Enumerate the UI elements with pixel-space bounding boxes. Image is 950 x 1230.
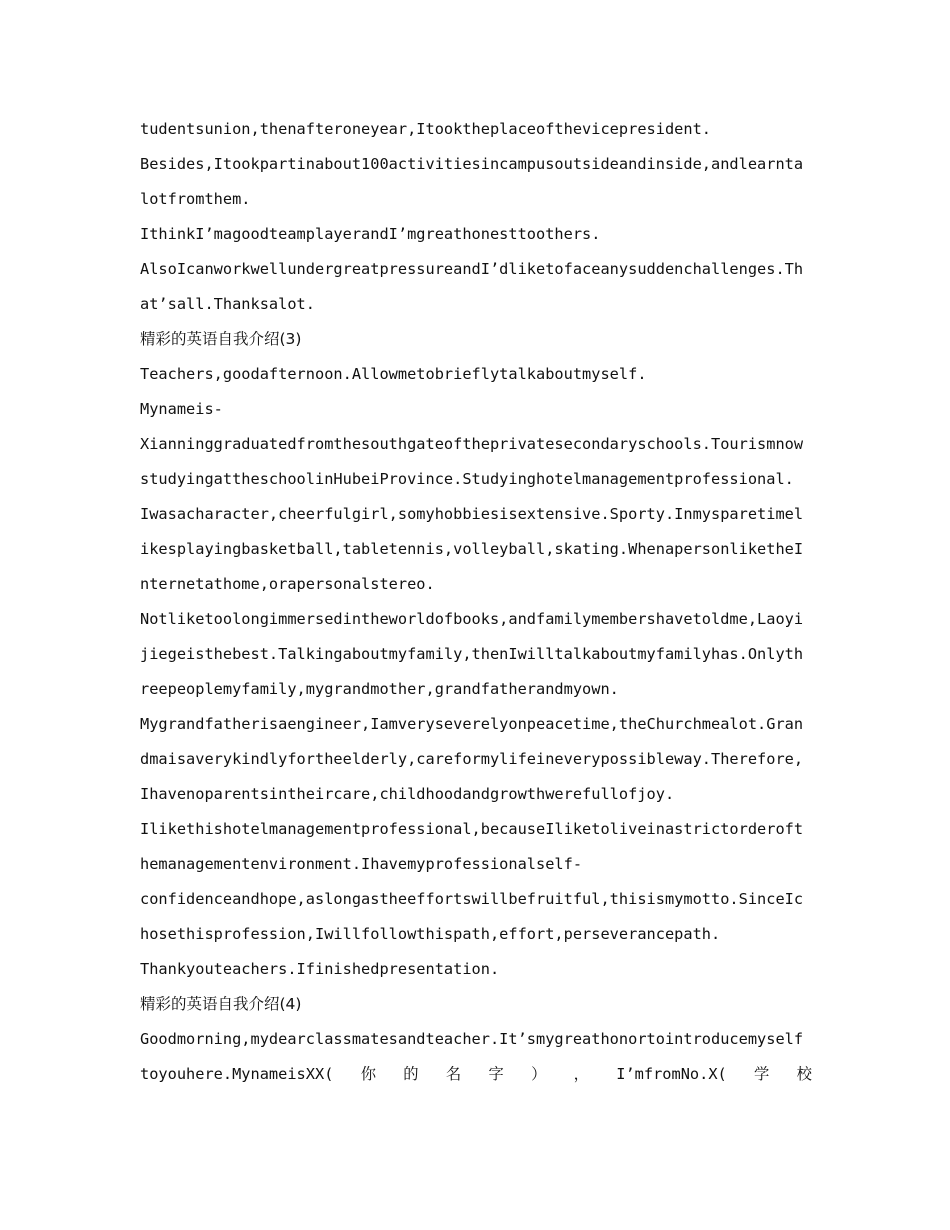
justified-text-line	[140, 1062, 812, 1086]
text-line: reepeoplemyfamily,mygrandmother,grandfatherandmyown.	[140, 680, 619, 698]
text-line: Xianninggraduatedfromthesouthgateoftheprivatesecondaryschools.Tourismnow	[140, 435, 804, 453]
text-line: AlsoIcanworkwellundergreatpressureandI’dliketofaceanysuddenchallenges.Th	[140, 260, 804, 278]
text-line: Besides,Itookpartinabout100activitiesincampusoutsideandinside,andlearnta	[140, 155, 804, 173]
text-line: Notliketoolongimmersedintheworldofbooks,andfamilymembershavetoldme,Laoyi	[140, 610, 804, 628]
section-heading: 精彩的英语自我介绍(3)	[140, 330, 302, 348]
text-line: dmaisaverykindlyfortheelderly,careformylifeineverypossibleway.Therefore,	[140, 750, 804, 768]
text-line: tudentsunion,thenafteroneyear,Itooktheplaceofthevicepresident.	[140, 120, 711, 138]
text-line: studyingattheschoolinHubeiProvince.Studyinghotelmanagementprofessional.	[140, 470, 794, 488]
text-line: ikesplayingbasketball,tabletennis,volleyball,skating.WhenapersonliketheI	[140, 540, 804, 558]
text-fragment: I’mfromNo.X(	[616, 1065, 727, 1083]
text-line: Thankyouteachers.Ifinishedpresentation.	[140, 960, 500, 978]
text-fragment: 校	[796, 1065, 812, 1083]
text-fragment: 学	[754, 1065, 770, 1083]
text-line: Ihavenoparentsintheircare,childhoodandgrowthwerefullofjoy.	[140, 785, 675, 803]
text-line: hemanagementenvironment.Ihavemyprofessionalself-	[140, 855, 583, 873]
text-line: lotfromthem.	[140, 190, 251, 208]
text-line: at’sall.Thanksalot.	[140, 295, 315, 313]
text-line: confidenceandhope,aslongastheeffortswillbefruitful,thisismymotto.SinceIc	[140, 890, 804, 908]
text-fragment: ，	[573, 1065, 589, 1083]
text-line: jiegeisthebest.Talkingaboutmyfamily,thenIwilltalkaboutmyfamilyhas.Onlyth	[140, 645, 804, 663]
text-line: Mygrandfatherisaengineer,Iamveryseverelyonpeacetime,theChurchmealot.Gran	[140, 715, 804, 733]
text-fragment: toyouhere.MynameisXX(	[140, 1065, 334, 1083]
document-body	[140, 117, 812, 1086]
text-line: Mynameis-	[140, 400, 223, 418]
text-fragment: 的	[403, 1065, 419, 1083]
text-fragment: 字	[488, 1065, 504, 1083]
text-fragment: 名	[445, 1065, 462, 1083]
text-line: hosethisprofession,Iwillfollowthispath,effort,perseverancepath.	[140, 925, 721, 943]
text-line: Teachers,goodafternoon.Allowmetobrieflytalkaboutmyself.	[140, 365, 647, 383]
text-line: nternetathome,orapersonalstereo.	[140, 575, 435, 593]
text-line: IthinkI’magoodteamplayerandI’mgreathonesttoothers.	[140, 225, 601, 243]
text-fragment: 你	[360, 1065, 376, 1083]
section-heading: 精彩的英语自我介绍(4)	[140, 995, 302, 1013]
text-line: Goodmorning,mydearclassmatesandteacher.It’smygreathonortointroducemyself	[140, 1030, 804, 1048]
text-line: Ilikethishotelmanagementprofessional,becauseIliketoliveinastrictorderoft	[140, 820, 804, 838]
text-line: Iwasacharacter,cheerfulgirl,somyhobbiesisextensive.Sporty.Inmysparetimel	[140, 505, 804, 523]
text-fragment: ）	[531, 1065, 547, 1083]
